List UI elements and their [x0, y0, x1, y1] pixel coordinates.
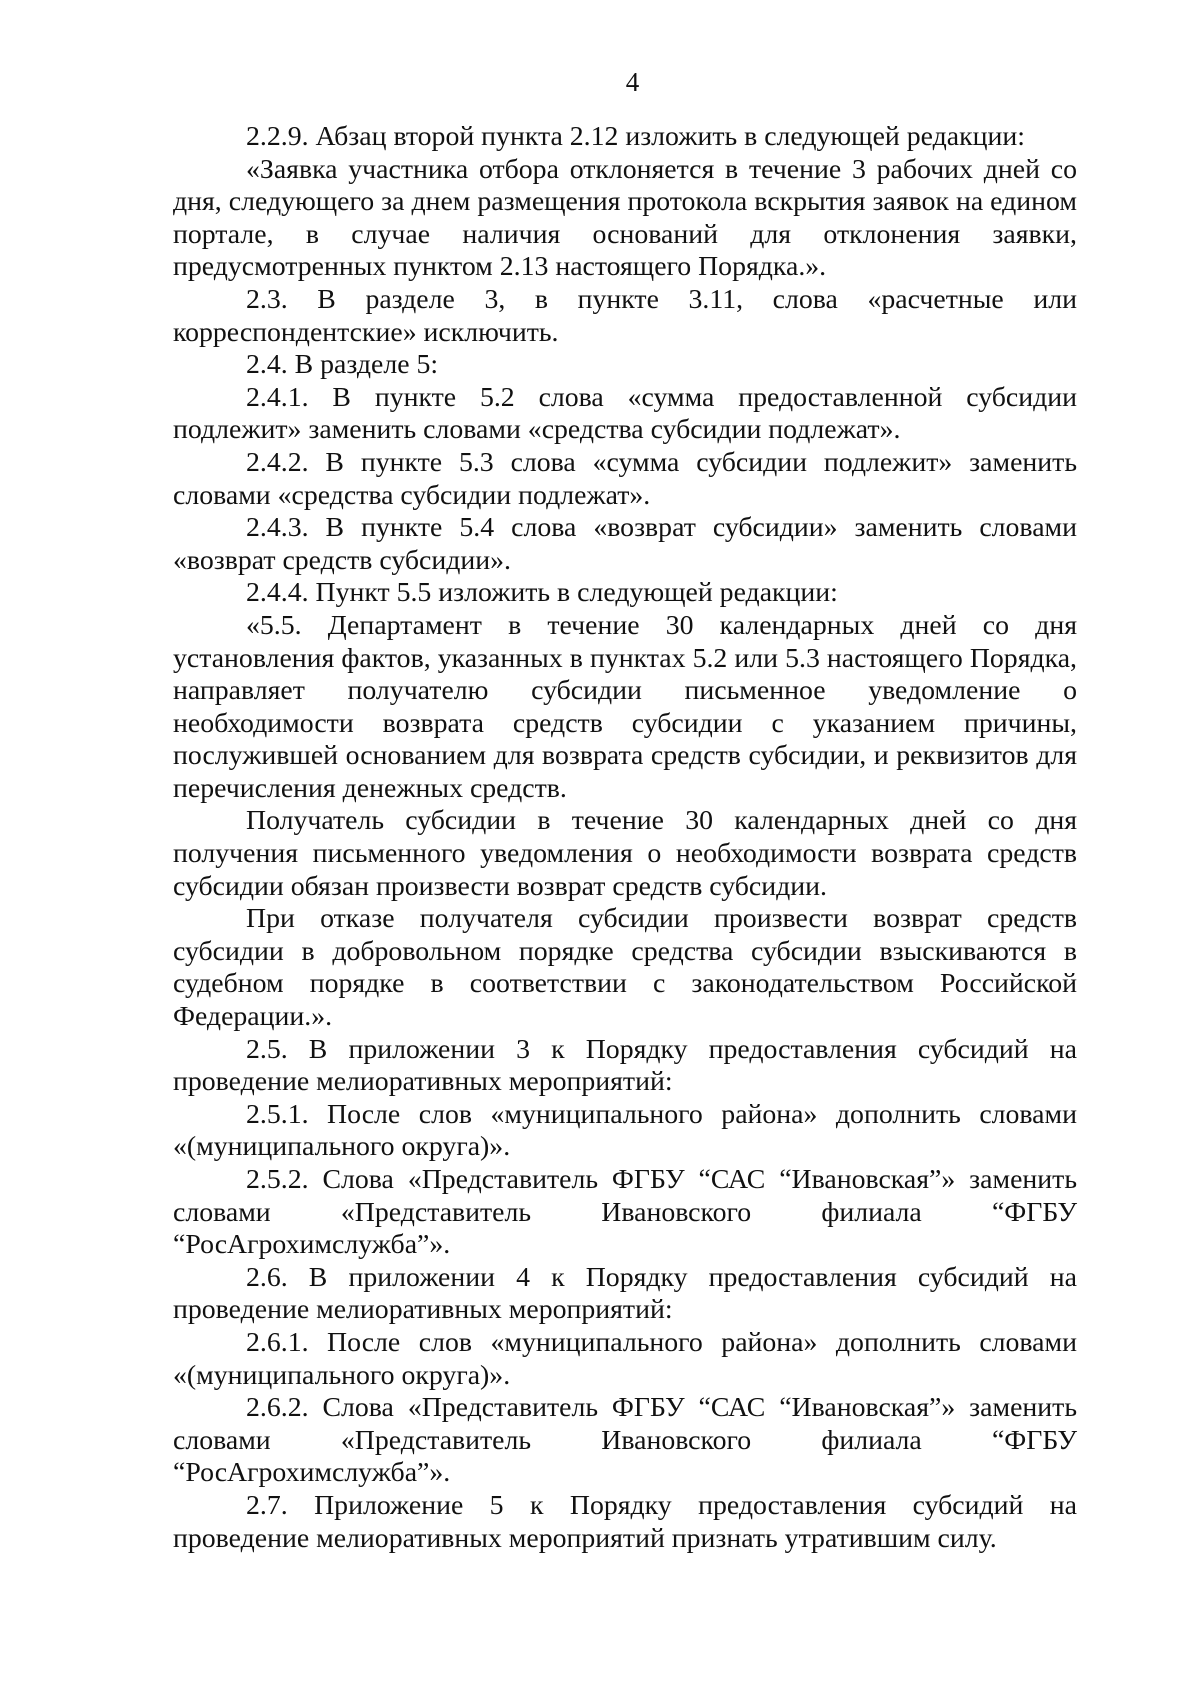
paragraph-2-5-1: 2.5.1. После слов «муниципального района» дополнить словами «(муниципального округа)».: [173, 1098, 1077, 1163]
paragraph-2-6: 2.6. В приложении 4 к Порядку предоставления субсидий на проведение мелиоративных мероприятий:: [173, 1261, 1077, 1326]
paragraph-5-5-quote: «5.5. Департамент в течение 30 календарных дней со дня установления фактов, указанных в пунктах 5.2 или 5.3 настоящего Порядка, направляет получателю субсидии письменное уведомление о необходимости возврата средств субсидии с указанием причины, послужившей основанием для возврата средств субсидии, и реквизитов для перечисления денежных средств.: [173, 609, 1077, 804]
paragraph-2-3: 2.3. В разделе 3, в пункте 3.11, слова «расчетные или корреспондентские» исключить.: [173, 283, 1077, 348]
paragraph-recipient-obligation: Получатель субсидии в течение 30 календарных дней со дня получения письменного уведомления о необходимости возврата средств субсидии обязан произвести возврат средств субсидии.: [173, 805, 1077, 902]
paragraph-2-5-2: 2.5.2. Слова «Представитель ФГБУ “САС “Ивановская”» заменить словами «Представитель Ивановского филиала “ФГБУ “РосАгрохимслужба”».: [173, 1164, 1077, 1261]
page-number: 4: [625, 67, 640, 97]
paragraph-2-2-9: 2.2.9. Абзац второй пункта 2.12 изложить в следующей редакции:: [246, 121, 1025, 152]
paragraph-2-6-1: 2.6.1. После слов «муниципального района» дополнить словами «(муниципального округа)».: [173, 1326, 1077, 1391]
paragraph-refusal-enforcement: При отказе получателя субсидии произвести возврат средств субсидии в добровольном порядке средства субсидии взыскиваются в судебном порядке в соответствии с законодательством Российской Федерации.».: [173, 903, 1077, 1033]
paragraph-2-2-9-quote: «Заявка участника отбора отклоняется в течение 3 рабочих дней со дня, следующего за днем размещения протокола вскрытия заявок на едином портале, в случае наличия оснований для отклонения заявки, предусмотренных пунктом 2.13 настоящего Порядка.».: [173, 153, 1077, 283]
paragraph-2-4-4: 2.4.4. Пункт 5.5 изложить в следующей редакции:: [246, 577, 838, 609]
paragraph-2-5: 2.5. В приложении 3 к Порядку предоставления субсидий на проведение мелиоративных мероприятий:: [173, 1033, 1077, 1098]
paragraph-2-7: 2.7. Приложение 5 к Порядку предоставления субсидий на проведение мелиоративных мероприятий признать утратившим силу.: [173, 1489, 1077, 1554]
paragraph-2-4-1: 2.4.1. В пункте 5.2 слова «сумма предоставленной субсидии подлежит» заменить словами «средства субсидии подлежат».: [173, 381, 1077, 446]
paragraph-2-4-2: 2.4.2. В пункте 5.3 слова «сумма субсидии подлежит» заменить словами «средства субсидии подлежат».: [173, 446, 1077, 511]
document-body: [173, 121, 1077, 1555]
paragraph-2-6-2: 2.6.2. Слова «Представитель ФГБУ “САС “Ивановская”» заменить словами «Представитель Ивановского филиала “ФГБУ “РосАгрохимслужба”».: [173, 1392, 1077, 1489]
paragraph-2-4: 2.4. В разделе 5:: [246, 349, 439, 381]
paragraph-2-4-3: 2.4.3. В пункте 5.4 слова «возврат субсидии» заменить словами «возврат средств субсидии».: [173, 512, 1077, 576]
